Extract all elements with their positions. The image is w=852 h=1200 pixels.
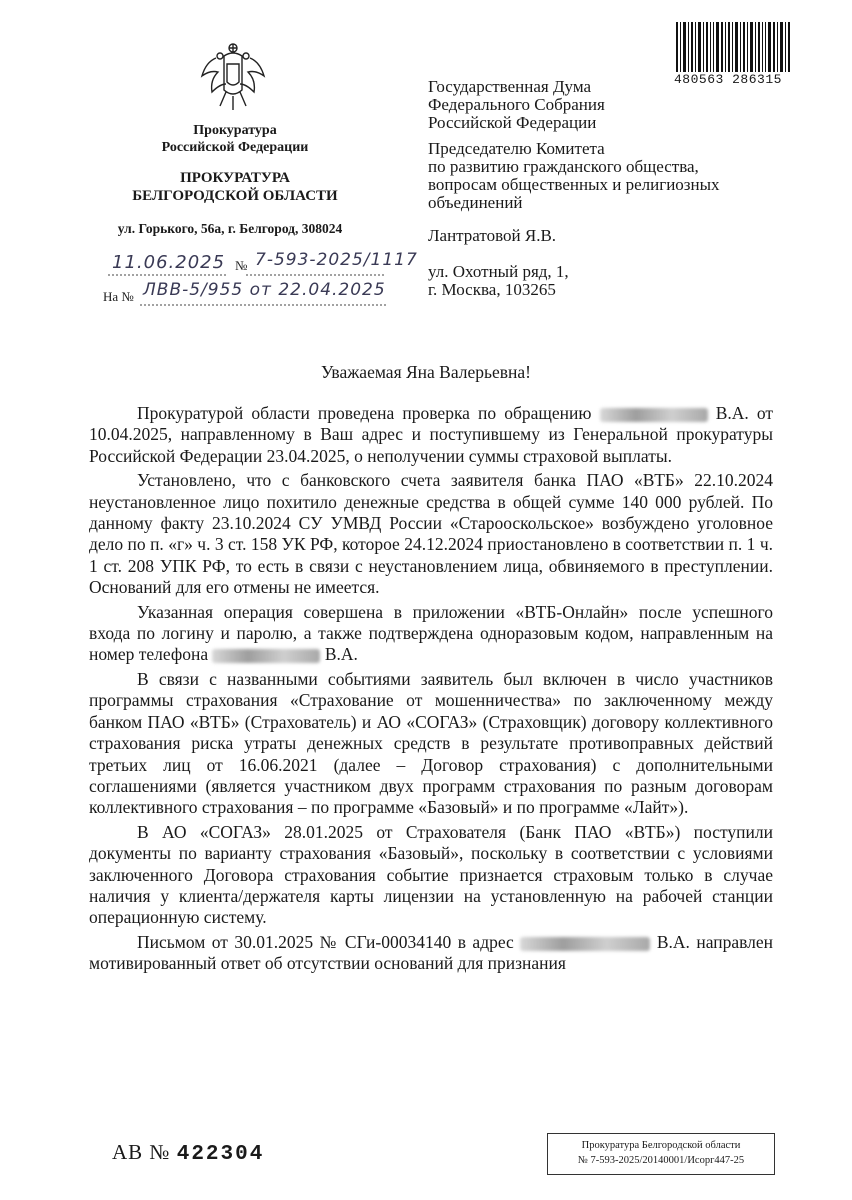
serial-label: АВ № xyxy=(112,1140,171,1164)
paragraph-text: Указанная операция совершена в приложении «ВТБ-Онлайн» после успешного входа по логину и паролю, а также подтверждена одноразовым кодом, направленным на номер телефона xyxy=(89,601,773,665)
handwritten-date: 11.06.2025 xyxy=(112,252,226,273)
recipient-name: Лантратовой Я.В. xyxy=(428,226,557,245)
paragraph-text: В.А. направлен мотивированный ответ об отсутствии оснований для признания xyxy=(89,931,774,974)
recipient-org xyxy=(428,78,605,132)
org-line-4: БЕЛГОРОДСКОЙ ОБЛАСТИ xyxy=(132,188,338,204)
recipient-line: Федерального Собрания xyxy=(428,95,605,114)
stamp-line: № 7-593-2025/20140001/Исорг447-25 xyxy=(577,1155,745,1166)
recipient-addr-line: г. Москва, 103265 xyxy=(428,280,556,299)
paragraph: В АО «СОГАЗ» 28.01.2025 от Страхователя (Банк ПАО «ВТБ») поступили документы по варианту страхования «Базовый», поскольку в соответствии с условиями заключенного Договора страхования событие признается страховым только в случае наличия у клиента/держателя карты лицензии на установленную на рабочей станции операционную систему. xyxy=(89,821,773,928)
barcode-icon xyxy=(676,22,790,72)
emblem-icon xyxy=(196,40,270,114)
ref-label: На № xyxy=(103,289,134,304)
handwritten-number: 7-593-2025/1117 xyxy=(255,250,418,270)
recipient-title-line: вопросам общественных и религиозных xyxy=(428,175,720,194)
org-line-1: Прокуратура xyxy=(193,123,277,138)
letter-body xyxy=(89,403,773,978)
paragraph-text: В.А. от 10.04.2025, направленному в Ваш адрес и поступившему из Генеральной прокуратуры Российской Федерации 23.04.2025, о неполучении суммы страховой выплаты. xyxy=(89,403,774,466)
sender-address: ул. Горького, 56а, г. Белгород, 308024 xyxy=(117,221,343,236)
salutation: Уважаемая Яна Валерьевна! xyxy=(321,362,531,382)
paragraph: Установлено, что с банковского счета заявителя банка ПАО «ВТБ» 22.10.2024 неустановленное лицо похитило денежные средства в общей сумме 140 000 рублей. По данному факту 23.10.2024 СУ УМВД России «Старооскольское» возбуждено уголовное дело по п. «г» ч. 3 ст. 158 УК РФ, которое 24.12.2024 приостановлено в соответствии п. 1 ч. 1 ст. 208 УПК РФ, то есть в связи с неустановлением лица, обвиняемого в преступлении. Оснований для его отмены не имеется. xyxy=(89,470,773,598)
number-label: № xyxy=(235,258,248,273)
paragraph: В связи с названными событиями заявитель был включен в число участников программы страхования «Страхование от мошенничества» по заключенному между банком ПАО «ВТБ» (Страхователь) и АО «СОГАЗ» (Страховщик) договору коллективного страхования риска утраты денежных средств в результате противоправных действий третьих лиц от 16.06.2021 (далее – Договор страхования) с дополнительными соглашениями (является участником двух программ страхования по разным договорам коллективного страхования – по программе «Базовый» и по программе «Лайт»). xyxy=(89,668,773,818)
stamp-line: Прокуратура Белгородской области xyxy=(581,1140,741,1151)
redacted-name xyxy=(212,649,320,663)
recipient-title xyxy=(428,140,720,212)
recipient-line: Государственная Дума xyxy=(428,77,592,96)
paragraph-text: Прокуратурой области проведена проверка по обращению xyxy=(137,403,592,423)
recipient-addr-line: ул. Охотный ряд, 1, xyxy=(428,262,569,281)
paragraph xyxy=(89,932,773,975)
handwritten-ref: ЛВВ-5/955 от 22.04.2025 xyxy=(143,280,386,300)
form-serial xyxy=(112,1140,264,1166)
paragraph-text: Письмом от 30.01.2025 № СГи-00034140 в адрес xyxy=(137,931,514,952)
paragraph xyxy=(89,403,773,467)
registration-stamp xyxy=(547,1133,775,1175)
paragraph xyxy=(89,602,773,666)
signature-line xyxy=(108,272,388,278)
recipient-address xyxy=(428,263,569,299)
serial-number: 422304 xyxy=(176,1143,265,1166)
org-line-3: ПРОКУРАТУРА xyxy=(180,170,290,186)
recipient-line: Российской Федерации xyxy=(428,113,597,132)
recipient-title-line: объединений xyxy=(428,193,523,212)
recipient-title-line: по развитию гражданского общества, xyxy=(428,157,699,176)
barcode-number: 480563 286315 xyxy=(674,72,782,87)
redacted-name xyxy=(520,937,650,951)
ref-line xyxy=(140,302,390,308)
paragraph-text: В.А. xyxy=(324,644,358,665)
redacted-name xyxy=(600,408,708,422)
recipient-title-line: Председателю Комитета xyxy=(428,139,605,158)
org-line-2: Российской Федерации xyxy=(161,140,309,155)
